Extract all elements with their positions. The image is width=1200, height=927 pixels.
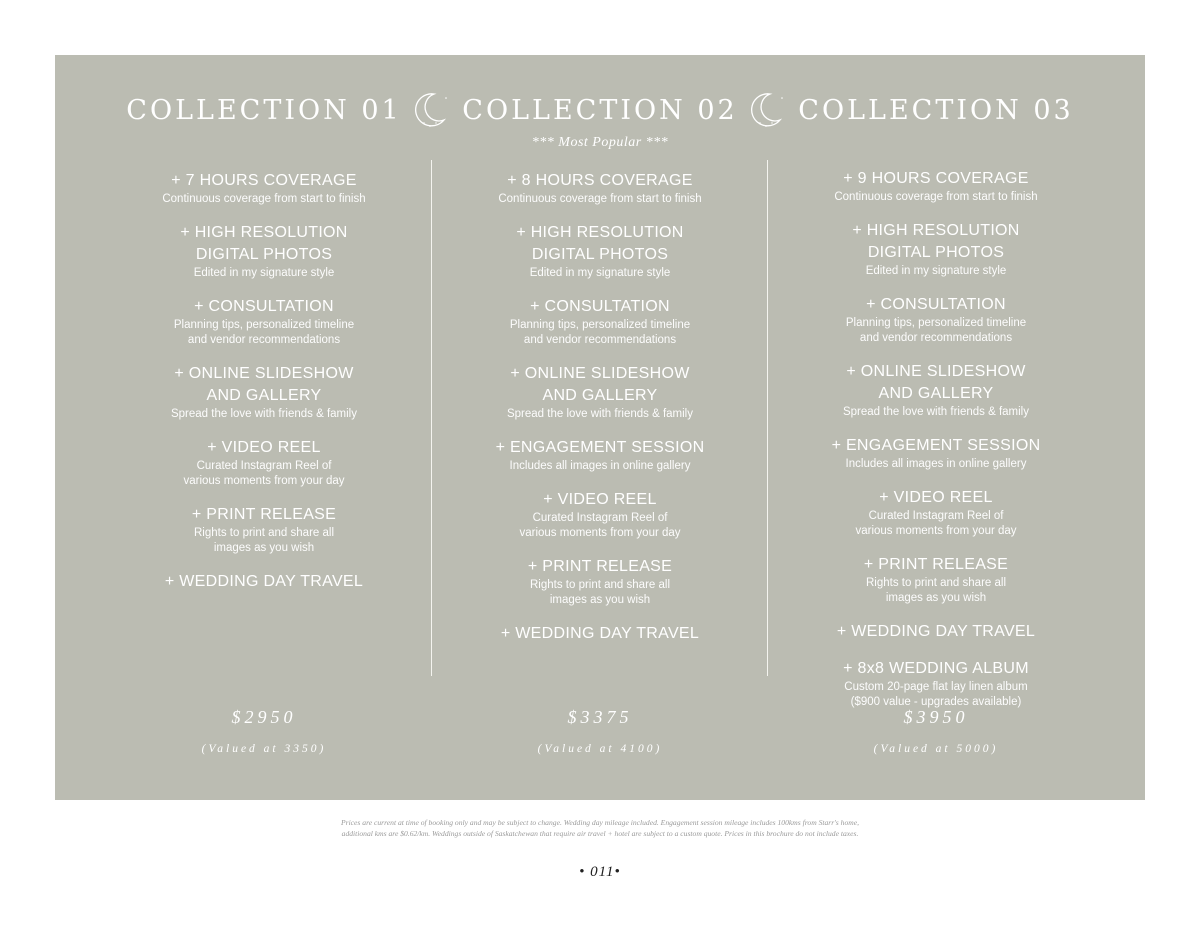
feature-desc: Rights to print and share all images as you wish (866, 577, 1006, 604)
feature-title: + ENGAGEMENT SESSION (495, 439, 705, 456)
collection-title: COLLECTION 01 (126, 95, 402, 126)
feature-item (430, 296, 770, 348)
feature-item (430, 556, 770, 608)
feature-item (94, 363, 434, 422)
feature-title: + CONSULTATION (530, 298, 670, 315)
feature-item (766, 361, 1106, 420)
feature-item (766, 487, 1106, 539)
feature-title: + HIGH RESOLUTION DIGITAL PHOTOS (516, 224, 684, 263)
price: $3950 (903, 707, 969, 727)
feature-title: + 7 HOURS COVERAGE (171, 172, 357, 189)
valued-note: (Valued at 4100) (537, 743, 663, 755)
feature-title: + CONSULTATION (194, 298, 334, 315)
feature-item (430, 363, 770, 422)
feature-desc: Rights to print and share all images as you wish (530, 579, 670, 606)
feature-item (766, 294, 1106, 346)
crescent-moon-icon (746, 90, 786, 130)
feature-item (430, 222, 770, 281)
valued-note: (Valued at 5000) (873, 743, 999, 755)
feature-desc: Curated Instagram Reel of various moments from your day (855, 510, 1017, 537)
price: $2950 (231, 707, 297, 727)
feature-title: + ENGAGEMENT SESSION (831, 437, 1041, 454)
feature-desc: Curated Instagram Reel of various moments from your day (183, 460, 345, 487)
feature-item (430, 623, 770, 645)
feature-title: + WEDDING DAY TRAVEL (836, 623, 1036, 640)
feature-title: + WEDDING DAY TRAVEL (164, 573, 364, 590)
feature-title: + HIGH RESOLUTION DIGITAL PHOTOS (852, 222, 1020, 261)
feature-desc: Curated Instagram Reel of various moments from your day (519, 512, 681, 539)
feature-title: + CONSULTATION (866, 296, 1006, 313)
feature-item (766, 658, 1106, 710)
feature-list (766, 168, 1106, 725)
collection-title: COLLECTION 02 (462, 95, 738, 126)
feature-title: + 8x8 WEDDING ALBUM (843, 660, 1029, 677)
feature-item (94, 437, 434, 489)
feature-desc: Continuous coverage from start to finish (834, 191, 1038, 203)
feature-desc: Spread the love with friends & family (170, 408, 357, 420)
feature-item (430, 489, 770, 541)
feature-item (430, 437, 770, 474)
feature-list (430, 170, 770, 660)
feature-item (94, 571, 434, 593)
valued-note: (Valued at 3350) (201, 743, 327, 755)
collection-title: COLLECTION 03 (798, 95, 1074, 126)
column-divider (431, 160, 432, 676)
most-popular-tag: *** Most Popular *** (531, 135, 669, 150)
feature-title: + 9 HOURS COVERAGE (843, 170, 1029, 187)
feature-title: + PRINT RELEASE (527, 558, 673, 575)
feature-desc: Rights to print and share all images as you wish (194, 527, 334, 554)
feature-desc: Custom 20-page flat lay linen album ($900 value - upgrades available) (844, 681, 1028, 708)
feature-item (94, 296, 434, 348)
feature-desc: Planning tips, personalized timeline and vendor recommendations (509, 319, 691, 346)
feature-title: + HIGH RESOLUTION DIGITAL PHOTOS (180, 224, 348, 263)
feature-title: + VIDEO REEL (543, 491, 657, 508)
feature-item (94, 170, 434, 207)
feature-title: + WEDDING DAY TRAVEL (500, 625, 700, 642)
feature-item (766, 435, 1106, 472)
feature-title: + ONLINE SLIDESHOW AND GALLERY (510, 365, 690, 404)
page-number: • 011• (579, 864, 621, 880)
feature-desc: Spread the love with friends & family (506, 408, 693, 420)
feature-desc: Spread the love with friends & family (842, 406, 1029, 418)
feature-desc: Includes all images in online gallery (509, 460, 691, 472)
feature-desc: Continuous coverage from start to finish (162, 193, 366, 205)
feature-item (766, 220, 1106, 279)
feature-title: + ONLINE SLIDESHOW AND GALLERY (174, 365, 354, 404)
feature-desc: Edited in my signature style (865, 265, 1007, 277)
feature-item (766, 554, 1106, 606)
feature-desc: Continuous coverage from start to finish (498, 193, 702, 205)
feature-desc: Includes all images in online gallery (845, 458, 1027, 470)
pricing-disclaimer: Prices are current at time of booking only and may be subject to change. Wedding day mileage included. Engagement session mileage includes 100kms from Starr's home, additional kms are $0.62/km. Weddings outside of Saskatchewan that require air travel + hotel are subject to a custom quote. Prices in this brochure do not include taxes. (340, 818, 860, 838)
feature-title: + PRINT RELEASE (191, 506, 337, 523)
feature-title: + ONLINE SLIDESHOW AND GALLERY (846, 363, 1026, 402)
feature-desc: Edited in my signature style (193, 267, 335, 279)
crescent-moon-icon (410, 90, 450, 130)
feature-title: + PRINT RELEASE (863, 556, 1009, 573)
feature-desc: Edited in my signature style (529, 267, 671, 279)
feature-item (766, 168, 1106, 205)
feature-title: + VIDEO REEL (207, 439, 321, 456)
feature-title: + 8 HOURS COVERAGE (507, 172, 693, 189)
price: $3375 (567, 707, 633, 727)
feature-desc: Planning tips, personalized timeline and vendor recommendations (845, 317, 1027, 344)
feature-title: + VIDEO REEL (879, 489, 993, 506)
feature-desc: Planning tips, personalized timeline and vendor recommendations (173, 319, 355, 346)
feature-item (94, 222, 434, 281)
feature-item (430, 170, 770, 207)
feature-item (766, 621, 1106, 643)
pricing-panel (55, 55, 1145, 800)
column-divider (767, 160, 768, 676)
feature-list (94, 170, 434, 608)
feature-item (94, 504, 434, 556)
